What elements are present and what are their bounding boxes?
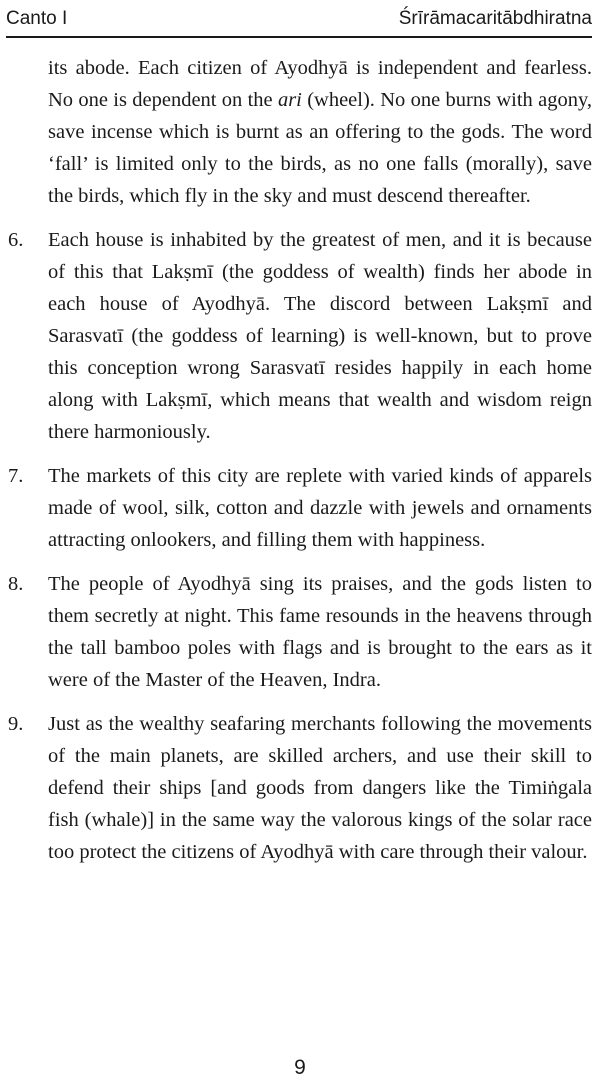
verse-item xyxy=(8,568,592,696)
verse-text: Just as the wealthy seafaring merchants following the movements of the main planets, are skilled archers, and use their skill to defend their ships [and goods from dangers like the Timiṅgala fish (whale)] in the same way the valorous kings of the solar race too protect the citizens of Ayodhyā with care through their valour. xyxy=(48,713,592,863)
continued-text-end: (wheel). No one burns with agony, save incense which is burnt as an offering to the gods. The word ‘fall’ is limited only to the birds, as no one falls (morally), save the birds, which fly in the sky and must descend thereafter. xyxy=(48,89,592,207)
verse-text: The people of Ayodhyā sing its praises, and the gods listen to them secretly at night. This fame resounds in the heavens through the tall bamboo poles with flags and is brought to the ears as it were of the Master of the Heaven, Indra. xyxy=(48,573,592,691)
continued-paragraph xyxy=(8,52,592,212)
verse-number: 8. xyxy=(8,573,24,595)
verse-item xyxy=(8,708,592,868)
verse-number: 7. xyxy=(8,465,24,487)
header-canto: Canto I xyxy=(6,8,68,29)
verse-number: 6. xyxy=(8,229,24,251)
page-body xyxy=(8,52,592,880)
continued-text-start: its abode. Each citizen of Ayodhyā is independent and fearless. No one is dependent on the xyxy=(48,57,592,111)
header-book-title: Śrīrāmacaritābdhiratna xyxy=(398,8,592,29)
page-number: 9 xyxy=(294,1056,306,1079)
italic-term: ari xyxy=(277,89,302,111)
verse-text: Each house is inhabited by the greatest of men, and it is because of this that Lakṣmī (the goddess of wealth) finds her abode in each house of Ayodhyā. The discord between Lakṣmī and Sarasvatī (the goddess of learning) is well-known, but to prove this conception wrong Sarasvatī resides happily in each home along with Lakṣmī, which means that wealth and wisdom reign there harmoniously. xyxy=(48,229,592,443)
verse-text: The markets of this city are replete with varied kinds of apparels made of wool, silk, cotton and dazzle with jewels and ornaments attracting onlookers, and filling them with happiness. xyxy=(48,465,592,551)
verse-number: 9. xyxy=(8,713,24,735)
header-rule xyxy=(6,36,592,38)
verse-item xyxy=(8,460,592,556)
running-header xyxy=(6,4,592,34)
verse-item xyxy=(8,224,592,448)
